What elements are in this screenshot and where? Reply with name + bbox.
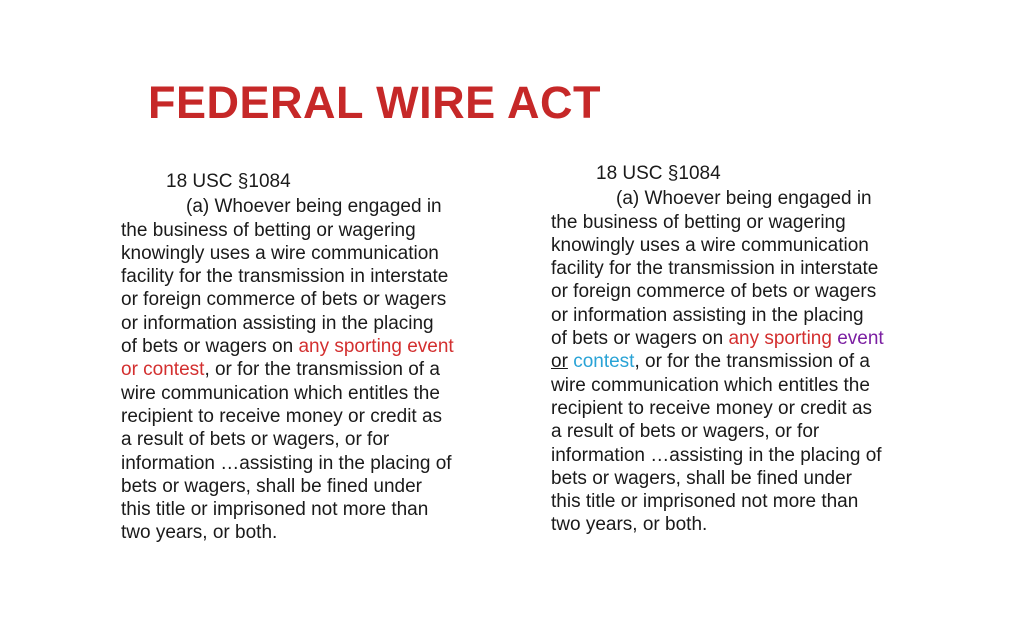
statute-line: knowingly uses a wire communication bbox=[551, 234, 869, 256]
highlight-sporting-event: any sporting event bbox=[298, 336, 454, 358]
statute-line bbox=[121, 358, 511, 381]
statute-line: facility for the transmission in interstate bbox=[551, 258, 879, 280]
highlight-event: event bbox=[837, 328, 884, 350]
statute-line bbox=[551, 350, 941, 373]
statute-line: (a) Whoever being engaged in bbox=[186, 196, 442, 218]
statute-line: the business of betting or wagering bbox=[121, 219, 416, 241]
statute-text-left bbox=[121, 170, 511, 545]
statute-line: two years, or both. bbox=[551, 514, 708, 536]
statute-line: or foreign commerce of bets or wagers bbox=[551, 281, 877, 303]
statute-text: , or for the transmission of a bbox=[634, 351, 870, 373]
statute-line: knowingly uses a wire communication bbox=[121, 242, 439, 264]
highlight-contest: or contest bbox=[121, 359, 205, 381]
statute-line: bets or wagers, shall be fined under bbox=[551, 467, 853, 489]
statute-line: or information assisting in the placing bbox=[121, 312, 434, 334]
statute-line: wire communication which entitles the bbox=[121, 382, 440, 404]
statute-line: information …assisting in the placing of bbox=[121, 452, 452, 474]
statute-line: two years, or both. bbox=[121, 522, 278, 544]
statute-line: (a) Whoever being engaged in bbox=[616, 188, 872, 210]
statute-line: or information assisting in the placing bbox=[551, 304, 864, 326]
statute-line: recipient to receive money or credit as bbox=[121, 405, 443, 427]
page-title: FEDERAL WIRE ACT bbox=[148, 77, 601, 128]
statute-line: this title or imprisoned not more than bbox=[551, 491, 859, 513]
statute-line: information …assisting in the placing of bbox=[551, 444, 882, 466]
statute-text: of bets or wagers on bbox=[121, 336, 299, 358]
statute-line: this title or imprisoned not more than bbox=[121, 499, 429, 521]
citation: 18 USC §1084 bbox=[166, 171, 291, 192]
underlined-or: or bbox=[551, 351, 568, 373]
statute-line: a result of bets or wagers, or for bbox=[121, 429, 390, 451]
statute-line: the business of betting or wagering bbox=[551, 211, 846, 233]
statute-line bbox=[121, 335, 511, 358]
statute-text: , or for the transmission of a bbox=[204, 359, 440, 381]
statute-line: wire communication which entitles the bbox=[551, 374, 870, 396]
statute-text: of bets or wagers on bbox=[551, 328, 729, 350]
highlight-any-sporting: any sporting bbox=[728, 328, 832, 350]
citation: 18 USC §1084 bbox=[596, 163, 721, 184]
statute-line bbox=[551, 327, 941, 350]
statute-line: a result of bets or wagers, or for bbox=[551, 421, 820, 443]
statute-line: or foreign commerce of bets or wagers bbox=[121, 289, 447, 311]
statute-line: facility for the transmission in interstate bbox=[121, 266, 449, 288]
statute-line: bets or wagers, shall be fined under bbox=[121, 475, 423, 497]
highlight-contest: contest bbox=[573, 351, 635, 373]
statute-line: recipient to receive money or credit as bbox=[551, 397, 873, 419]
statute-text-right bbox=[551, 162, 941, 537]
